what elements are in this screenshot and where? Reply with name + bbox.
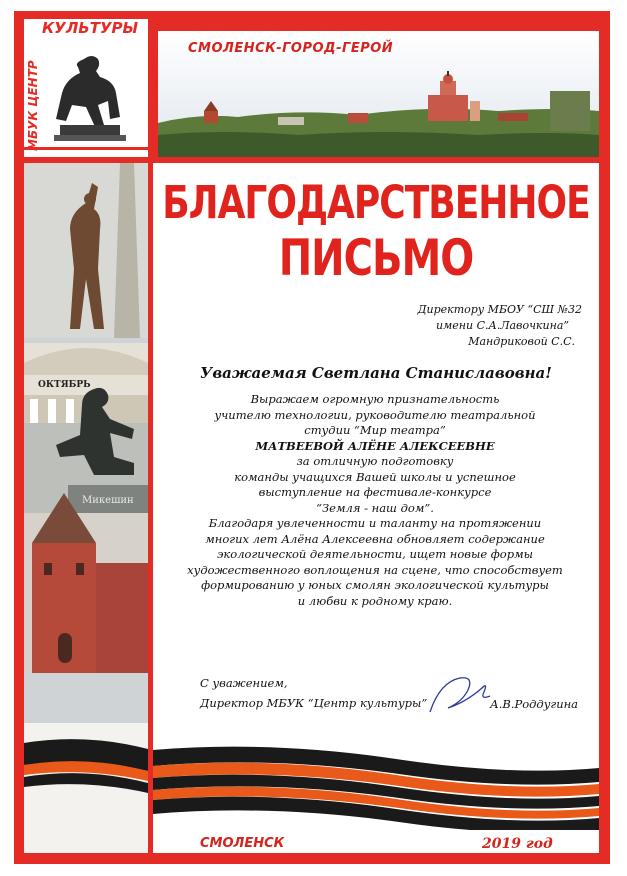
title-line-1: БЛАГОДАРСТВЕННОЕ	[162, 178, 590, 230]
body-line: формированию у юных смолян экологической культуры	[201, 578, 549, 592]
city-banner	[158, 31, 599, 157]
body-line: Выражаем огромную признательность	[250, 392, 500, 406]
letter-text	[175, 392, 575, 609]
logo-block	[24, 19, 148, 157]
handwritten-signature-icon	[420, 670, 500, 720]
addressee-line-1: Директору МБОУ “СШ №32	[417, 303, 582, 316]
statue-logo-icon	[24, 19, 148, 157]
footer-year: 2019 год	[482, 836, 553, 852]
photo-collage	[24, 163, 148, 853]
title-line-2: ПИСЬМО	[278, 230, 474, 288]
recipient-name: МАТВЕЕВОЙ АЛЁНЕ АЛЕКСЕЕВНЕ	[255, 438, 495, 453]
addressee-line-2: имени С.А.Лавочкина”	[436, 319, 569, 332]
mikeshin-sign: Микешин	[82, 495, 134, 506]
footer-city: СМОЛЕНСК	[200, 836, 285, 851]
body-line: “Земля - наш дом”.	[316, 500, 434, 515]
st-george-ribbon-icon	[153, 730, 599, 830]
body-line: многих лет Алёна Алексеевна обновляет содержание	[205, 531, 545, 546]
addressee-line-3: Мандриковой С.С.	[468, 335, 575, 348]
body-line: художественного воплощения на сцене, что способствует	[187, 562, 563, 577]
logo-vertical-text: МБУК ЦЕНТР	[26, 60, 40, 151]
monuments-collage-image	[24, 163, 148, 853]
signer-name: А.В.Роддугина	[490, 697, 579, 711]
logo-horizontal-text: КУЛЬТУРЫ	[42, 19, 139, 37]
regards-text: С уважением,	[200, 676, 288, 690]
banner-title: СМОЛЕНСК-ГОРОД-ГЕРОЙ	[188, 41, 394, 56]
body-line: студии “Мир театра”	[304, 423, 446, 437]
body-line: Благодаря увлеченности и таланту на протяжении	[208, 516, 542, 530]
body-line: за отличную подготовку	[296, 454, 454, 468]
body-line: и любви к родному краю.	[297, 593, 453, 608]
body-line: команды учащихся Вашей школы и успешное	[234, 469, 516, 484]
greeting: Уважаемая Светлана Станиславовна!	[200, 364, 552, 382]
body-line: экологической деятельности, ищет новые формы	[216, 547, 533, 561]
signer-position: Директор МБУК “Центр культуры”	[200, 696, 428, 710]
oktyabr-sign: ОКТЯБРЬ	[38, 380, 91, 390]
body-line: учителю технологии, руководителю театральной	[214, 407, 536, 422]
body-line: выступление на фестивале-конкурсе	[258, 485, 492, 499]
